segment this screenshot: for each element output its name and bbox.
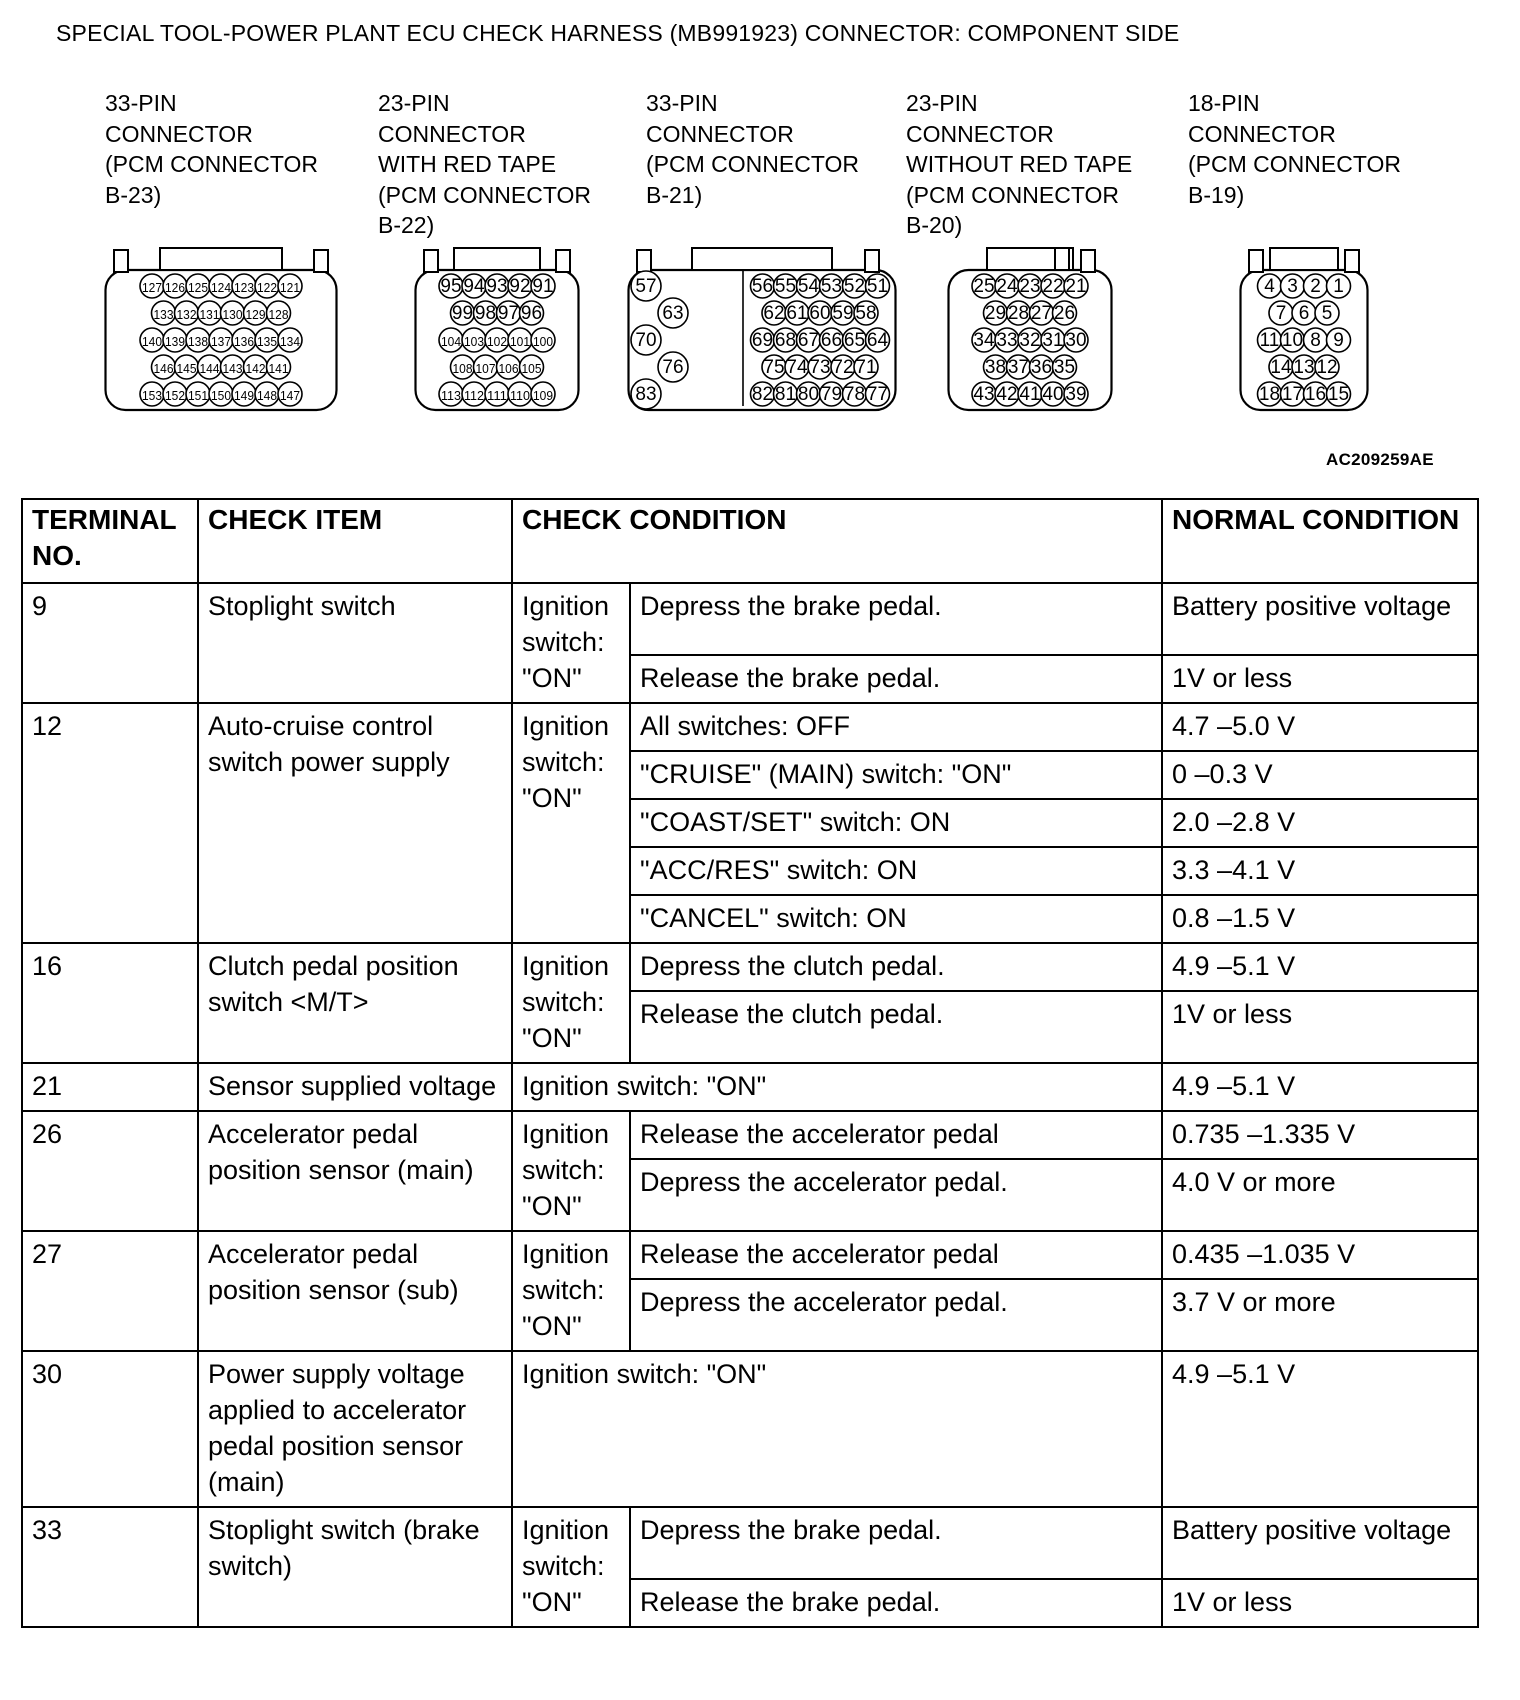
pin-number: 35 [1053,357,1076,378]
table-row [22,1231,1478,1279]
pin-number: 78 [843,384,866,405]
pin-number: 33 [996,330,1018,351]
pin-number: 94 [463,276,485,297]
pin-number: 60 [809,303,831,324]
terminal-no: 9 [22,583,198,703]
pin-number: 28 [1007,303,1030,324]
header-terminal-no: TERMINAL NO. [22,499,198,583]
connector-latch [1055,248,1069,270]
check-condition: Release the brake pedal. [630,1579,1162,1627]
pin-number: 137 [211,334,231,349]
pin-number: 128 [268,307,289,322]
normal-condition: 4.9 –5.1 V [1162,1063,1478,1111]
pin-number: 41 [1019,384,1041,405]
pin-number: 68 [774,330,797,351]
connector-latch [1345,250,1359,272]
pin-number: 27 [1030,303,1053,324]
terminal-no: 21 [22,1063,198,1111]
pin-number: 70 [635,330,657,351]
normal-condition: 0 –0.3 V [1162,751,1478,799]
pin-number: 152 [165,388,185,403]
pin-number: 65 [843,330,866,351]
pin-number: 1 [1333,276,1344,297]
pin-number: 83 [635,384,657,405]
pin-number: 62 [763,303,785,324]
pin-number: 16 [1304,384,1327,405]
pin-number: 54 [797,276,820,297]
pin-number: 39 [1065,384,1087,405]
pin-number: 76 [662,357,684,378]
pin-number: 29 [984,303,1007,324]
table-header-row [22,499,1478,583]
pin-number: 32 [1019,330,1041,351]
check-item: Accelerator pedal position sensor (main) [198,1111,512,1231]
table-row [22,1063,1478,1111]
normal-condition: 2.0 –2.8 V [1162,799,1478,847]
pin-number: 6 [1298,303,1310,324]
check-condition: Depress the clutch pedal. [630,943,1162,991]
connector-label-b20: 23-PIN CONNECTOR WITHOUT RED TAPE (PCM CONNECTOR B-20) [906,90,1133,238]
pin-number: 80 [797,384,820,405]
check-condition: "COAST/SET" switch: ON [630,799,1162,847]
pin-number: 55 [774,276,797,297]
table-row [22,703,1478,751]
connector-label-b22: 23-PIN CONNECTOR WITH RED TAPE (PCM CONNECTOR B-22) [378,90,591,238]
pin-number: 100 [533,334,553,349]
normal-condition: 4.9 –5.1 V [1162,1351,1478,1507]
terminal-check-table [21,498,1479,1628]
ignition-condition: Ignition switch: "ON" [512,1231,630,1351]
pin-number: 91 [532,276,554,297]
table-row [22,583,1478,655]
check-condition: All switches: OFF [630,703,1162,751]
connector-diagram-b21 [627,248,897,436]
pin-number: 153 [142,388,162,403]
normal-condition: 4.0 V or more [1162,1159,1478,1231]
terminal-no: 16 [22,943,198,1063]
check-condition: Depress the brake pedal. [630,583,1162,655]
pin-number: 3 [1287,276,1298,297]
pin-number: 8 [1310,330,1321,351]
check-condition: Release the accelerator pedal [630,1111,1162,1159]
header-check-condition: CHECK CONDITION [512,499,1162,583]
check-condition: Ignition switch: "ON" [512,1063,1162,1111]
pin-number: 105 [521,361,542,376]
pin-number: 99 [451,303,474,324]
pin-number: 63 [662,303,684,324]
pin-number: 2 [1310,276,1321,297]
pin-number: 106 [498,361,519,376]
pin-number: 40 [1042,384,1064,405]
connector-diagram-b19 [1239,248,1369,436]
pin-number: 121 [280,280,300,295]
page-title: SPECIAL TOOL-POWER PLANT ECU CHECK HARNESS (MB991923) CONNECTOR: COMPONENT SIDE [56,20,1180,46]
terminal-no: 30 [22,1351,198,1507]
pin-number: 51 [866,276,889,297]
pin-number: 143 [222,361,243,376]
normal-condition: 3.3 –4.1 V [1162,847,1478,895]
normal-condition: 1V or less [1162,1579,1478,1627]
normal-condition: 0.8 –1.5 V [1162,895,1478,943]
pin-number: 64 [866,330,889,351]
pin-number: 9 [1333,330,1344,351]
normal-condition: 1V or less [1162,991,1478,1063]
pin-number: 71 [855,357,877,378]
pin-number: 130 [222,307,243,322]
pin-number: 23 [1019,276,1041,297]
pin-number: 124 [211,280,231,295]
pin-number: 97 [497,303,520,324]
check-item: Power supply voltage applied to accelerator pedal position sensor (main) [198,1351,512,1507]
pin-number: 142 [245,361,266,376]
pin-number: 125 [188,280,208,295]
normal-condition: Battery positive voltage [1162,1507,1478,1579]
pin-number: 14 [1270,357,1292,378]
pin-number: 132 [176,307,197,322]
connector-diagram-b20 [947,248,1113,436]
ignition-condition: Ignition switch: "ON" [512,1111,630,1231]
pin-number: 25 [973,276,995,297]
normal-condition: 1V or less [1162,655,1478,703]
pin-number: 146 [153,361,174,376]
pin-number: 138 [188,334,208,349]
connector-key-tab [454,248,540,270]
connector-latch [114,250,128,272]
check-item: Auto-cruise control switch power supply [198,703,512,943]
pin-number: 139 [165,334,185,349]
check-item: Stoplight switch (brake switch) [198,1507,512,1627]
pin-number: 109 [533,388,553,403]
pin-number: 17 [1281,384,1304,405]
pin-number: 144 [199,361,220,376]
connector-latch [1249,250,1263,272]
normal-condition: 0.735 –1.335 V [1162,1111,1478,1159]
pin-number: 129 [245,307,266,322]
connector-label-b21: 33-PIN CONNECTOR (PCM CONNECTOR B-21) [646,90,859,208]
pin-number: 66 [820,330,843,351]
pin-number: 38 [984,357,1007,378]
pin-number: 58 [855,303,877,324]
pin-number: 74 [786,357,808,378]
pin-number: 5 [1321,303,1333,324]
ignition-condition: Ignition switch: "ON" [512,703,630,943]
connector-key-tab [160,248,282,270]
pin-number: 104 [441,334,461,349]
pin-number: 102 [487,334,507,349]
pin-number: 140 [142,334,162,349]
pin-number: 75 [763,357,785,378]
pin-number: 15 [1327,384,1350,405]
pin-number: 59 [832,303,854,324]
ignition-condition: Ignition switch: "ON" [512,1507,630,1627]
pin-number: 149 [234,388,254,403]
connector-latch [314,250,328,272]
ignition-condition: Ignition switch: "ON" [512,943,630,1063]
pin-number: 61 [786,303,808,324]
pin-number: 95 [440,276,462,297]
pin-number: 7 [1275,303,1287,324]
pin-number: 131 [199,307,220,322]
pin-number: 57 [635,276,657,297]
pin-number: 148 [257,388,277,403]
normal-condition: Battery positive voltage [1162,583,1478,655]
pin-number: 141 [268,361,289,376]
ignition-condition: Ignition switch: "ON" [512,583,630,703]
check-condition: Depress the accelerator pedal. [630,1159,1162,1231]
normal-condition: 3.7 V or more [1162,1279,1478,1351]
figure-code: AC209259AE [1326,450,1434,469]
table-row [22,943,1478,991]
pin-number: 56 [751,276,774,297]
check-condition: Depress the brake pedal. [630,1507,1162,1579]
pin-number: 101 [510,334,530,349]
pin-number: 30 [1065,330,1087,351]
pin-number: 79 [820,384,843,405]
terminal-no: 26 [22,1111,198,1231]
connector-latch [637,250,651,272]
table-row [22,1111,1478,1159]
pin-number: 10 [1281,330,1304,351]
check-item: Stoplight switch [198,583,512,703]
pin-number: 4 [1264,276,1275,297]
pin-number: 12 [1316,357,1338,378]
pin-number: 77 [866,384,889,405]
pin-number: 82 [751,384,774,405]
pin-number: 108 [452,361,473,376]
connector-latch [424,250,438,272]
pin-number: 127 [142,280,162,295]
pin-number: 43 [973,384,995,405]
connector-latch [556,250,570,272]
pin-number: 11 [1259,330,1280,351]
pin-number: 36 [1030,357,1053,378]
pin-number: 147 [280,388,300,403]
pin-number: 133 [153,307,174,322]
normal-condition: 4.7 –5.0 V [1162,703,1478,751]
pin-number: 135 [257,334,277,349]
connector-key-tab [692,248,832,270]
check-item: Accelerator pedal position sensor (sub) [198,1231,512,1351]
normal-condition: 4.9 –5.1 V [1162,943,1478,991]
pin-number: 26 [1053,303,1076,324]
pin-number: 111 [487,388,507,403]
table-row [22,1507,1478,1579]
pin-number: 73 [809,357,831,378]
pin-number: 113 [441,388,461,403]
pin-number: 93 [486,276,508,297]
check-condition: "CRUISE" (MAIN) switch: "ON" [630,751,1162,799]
check-condition: Release the accelerator pedal [630,1231,1162,1279]
pin-number: 151 [188,388,208,403]
header-check-item: CHECK ITEM [198,499,512,583]
connector-diagram-b22 [414,248,580,436]
pin-number: 69 [751,330,774,351]
pin-number: 92 [509,276,531,297]
check-item: Sensor supplied voltage [198,1063,512,1111]
pin-number: 150 [211,388,231,403]
pin-number: 42 [996,384,1018,405]
pin-number: 112 [464,388,484,403]
terminal-no: 27 [22,1231,198,1351]
pin-number: 13 [1293,357,1315,378]
pin-number: 81 [774,384,797,405]
pin-number: 123 [234,280,254,295]
normal-condition: 0.435 –1.035 V [1162,1231,1478,1279]
pin-number: 52 [843,276,866,297]
connector-diagram-b23 [104,248,338,436]
connector-label-b23: 33-PIN CONNECTOR (PCM CONNECTOR B-23) [105,90,318,208]
pin-number: 98 [474,303,497,324]
pin-number: 67 [797,330,820,351]
terminal-no: 12 [22,703,198,943]
pin-number: 22 [1042,276,1064,297]
check-condition: Ignition switch: "ON" [512,1351,1162,1507]
pin-number: 24 [996,276,1018,297]
pin-number: 145 [176,361,197,376]
pin-number: 103 [464,334,484,349]
table-row [22,1351,1478,1507]
pin-number: 122 [257,280,277,295]
pin-number: 110 [510,388,530,403]
connector-label-b19: 18-PIN CONNECTOR (PCM CONNECTOR B-19) [1188,90,1401,208]
pin-number: 18 [1258,384,1281,405]
connector-key-tab [1270,248,1338,270]
connector-latch [1081,250,1095,272]
pin-number: 53 [820,276,843,297]
pin-number: 21 [1065,276,1087,297]
check-item: Clutch pedal position switch <M/T> [198,943,512,1063]
check-condition: Release the brake pedal. [630,655,1162,703]
header-normal-condition: NORMAL CONDITION [1162,499,1478,583]
check-condition: "ACC/RES" switch: ON [630,847,1162,895]
check-condition: Release the clutch pedal. [630,991,1162,1063]
connector-latch [865,250,879,272]
pin-number: 96 [520,303,543,324]
pin-number: 136 [234,334,254,349]
pin-number: 34 [973,330,995,351]
check-condition: Depress the accelerator pedal. [630,1279,1162,1351]
check-condition: "CANCEL" switch: ON [630,895,1162,943]
pin-number: 126 [165,280,185,295]
pin-number: 37 [1007,357,1030,378]
pin-number: 72 [832,357,854,378]
terminal-no: 33 [22,1507,198,1627]
pin-number: 107 [475,361,496,376]
pin-number: 31 [1042,330,1064,351]
pin-number: 134 [280,334,300,349]
